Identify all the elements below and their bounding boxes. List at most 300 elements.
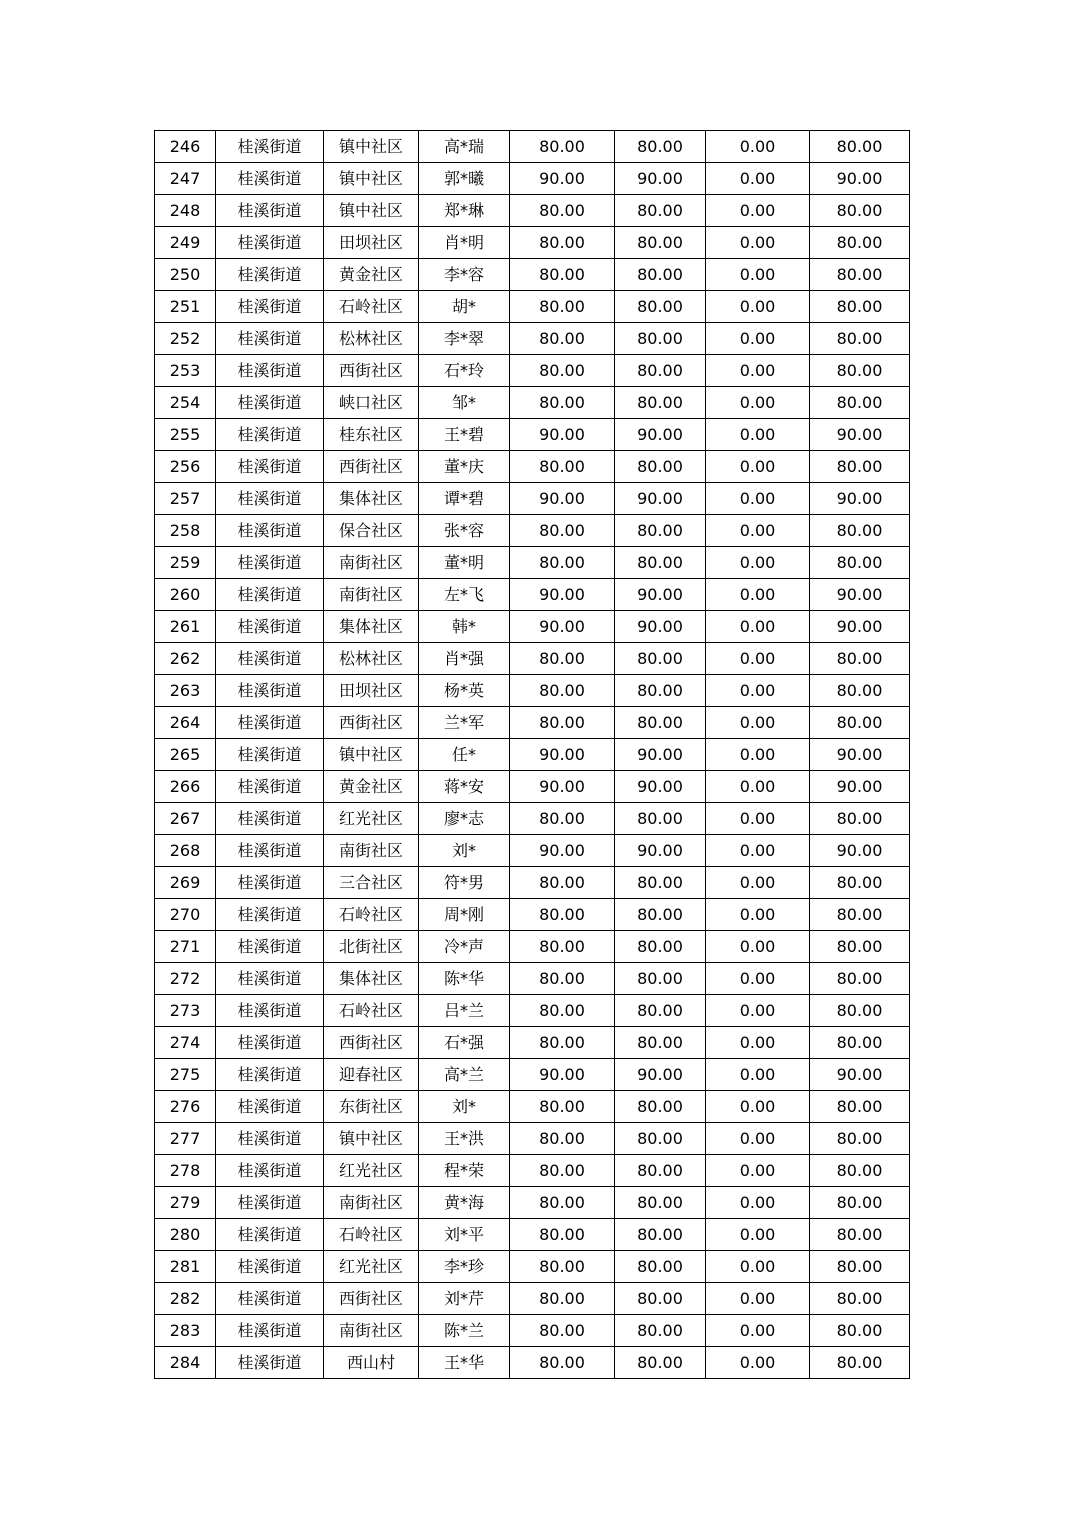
cell-amount-2: 80.00 [615, 1027, 706, 1059]
cell-name: 左*飞 [419, 579, 510, 611]
cell-amount-1: 80.00 [510, 259, 615, 291]
cell-amount-2: 80.00 [615, 963, 706, 995]
cell-amount-2: 80.00 [615, 1155, 706, 1187]
cell-community: 集体社区 [324, 611, 419, 643]
cell-serial-number: 259 [155, 547, 216, 579]
cell-serial-number: 270 [155, 899, 216, 931]
cell-amount-2: 80.00 [615, 1347, 706, 1379]
cell-amount-4: 80.00 [810, 931, 910, 963]
cell-name: 王*碧 [419, 419, 510, 451]
cell-amount-4: 90.00 [810, 483, 910, 515]
cell-amount-2: 80.00 [615, 387, 706, 419]
cell-name: 刘* [419, 1091, 510, 1123]
cell-amount-4: 90.00 [810, 1059, 910, 1091]
table-row [155, 163, 910, 195]
cell-name: 廖*志 [419, 803, 510, 835]
cell-amount-3: 0.00 [706, 1283, 810, 1315]
cell-amount-4: 80.00 [810, 1251, 910, 1283]
table-row [155, 611, 910, 643]
table-row [155, 515, 910, 547]
cell-serial-number: 260 [155, 579, 216, 611]
cell-amount-1: 80.00 [510, 387, 615, 419]
cell-street: 桂溪街道 [216, 227, 324, 259]
cell-amount-1: 90.00 [510, 163, 615, 195]
cell-serial-number: 283 [155, 1315, 216, 1347]
cell-community: 镇中社区 [324, 195, 419, 227]
cell-amount-3: 0.00 [706, 899, 810, 931]
cell-name: 李*珍 [419, 1251, 510, 1283]
cell-community: 南街社区 [324, 579, 419, 611]
cell-amount-2: 90.00 [615, 419, 706, 451]
cell-amount-3: 0.00 [706, 1315, 810, 1347]
cell-amount-3: 0.00 [706, 931, 810, 963]
cell-amount-3: 0.00 [706, 1027, 810, 1059]
cell-amount-3: 0.00 [706, 1123, 810, 1155]
cell-amount-2: 80.00 [615, 1123, 706, 1155]
cell-amount-1: 80.00 [510, 1155, 615, 1187]
cell-street: 桂溪街道 [216, 131, 324, 163]
table-row [155, 835, 910, 867]
cell-serial-number: 255 [155, 419, 216, 451]
cell-street: 桂溪街道 [216, 867, 324, 899]
cell-community: 迎春社区 [324, 1059, 419, 1091]
cell-amount-1: 80.00 [510, 1315, 615, 1347]
cell-serial-number: 280 [155, 1219, 216, 1251]
cell-amount-2: 80.00 [615, 995, 706, 1027]
cell-street: 桂溪街道 [216, 419, 324, 451]
cell-name: 谭*碧 [419, 483, 510, 515]
cell-name: 韩* [419, 611, 510, 643]
cell-name: 任* [419, 739, 510, 771]
cell-amount-2: 80.00 [615, 515, 706, 547]
cell-amount-3: 0.00 [706, 707, 810, 739]
cell-name: 冷*声 [419, 931, 510, 963]
cell-amount-3: 0.00 [706, 963, 810, 995]
cell-name: 高*兰 [419, 1059, 510, 1091]
cell-amount-3: 0.00 [706, 195, 810, 227]
cell-street: 桂溪街道 [216, 739, 324, 771]
cell-street: 桂溪街道 [216, 675, 324, 707]
cell-amount-4: 80.00 [810, 1027, 910, 1059]
cell-amount-1: 80.00 [510, 707, 615, 739]
cell-amount-1: 80.00 [510, 1347, 615, 1379]
cell-amount-1: 80.00 [510, 291, 615, 323]
cell-amount-2: 80.00 [615, 803, 706, 835]
cell-serial-number: 249 [155, 227, 216, 259]
table-body [155, 131, 910, 1379]
cell-street: 桂溪街道 [216, 899, 324, 931]
table-row [155, 131, 910, 163]
cell-amount-2: 80.00 [615, 451, 706, 483]
cell-name: 兰*军 [419, 707, 510, 739]
cell-serial-number: 267 [155, 803, 216, 835]
cell-amount-3: 0.00 [706, 355, 810, 387]
cell-amount-2: 90.00 [615, 1059, 706, 1091]
cell-street: 桂溪街道 [216, 1283, 324, 1315]
cell-street: 桂溪街道 [216, 771, 324, 803]
cell-name: 王*洪 [419, 1123, 510, 1155]
cell-amount-2: 80.00 [615, 227, 706, 259]
cell-amount-1: 80.00 [510, 675, 615, 707]
cell-serial-number: 275 [155, 1059, 216, 1091]
cell-amount-2: 80.00 [615, 1219, 706, 1251]
cell-amount-4: 80.00 [810, 1123, 910, 1155]
cell-amount-1: 90.00 [510, 739, 615, 771]
cell-serial-number: 263 [155, 675, 216, 707]
cell-amount-4: 80.00 [810, 963, 910, 995]
cell-street: 桂溪街道 [216, 707, 324, 739]
table-row [155, 1091, 910, 1123]
cell-amount-2: 80.00 [615, 899, 706, 931]
table-row [155, 355, 910, 387]
cell-community: 三合社区 [324, 867, 419, 899]
table-row [155, 1219, 910, 1251]
cell-amount-2: 80.00 [615, 1187, 706, 1219]
cell-name: 胡* [419, 291, 510, 323]
table-row [155, 931, 910, 963]
cell-amount-2: 80.00 [615, 131, 706, 163]
cell-amount-4: 80.00 [810, 355, 910, 387]
cell-community: 石岭社区 [324, 995, 419, 1027]
cell-community: 镇中社区 [324, 131, 419, 163]
table-row [155, 419, 910, 451]
cell-street: 桂溪街道 [216, 483, 324, 515]
cell-street: 桂溪街道 [216, 1123, 324, 1155]
cell-serial-number: 281 [155, 1251, 216, 1283]
cell-amount-4: 80.00 [810, 1219, 910, 1251]
cell-amount-4: 90.00 [810, 771, 910, 803]
cell-serial-number: 276 [155, 1091, 216, 1123]
cell-amount-4: 80.00 [810, 1155, 910, 1187]
cell-street: 桂溪街道 [216, 163, 324, 195]
cell-amount-2: 90.00 [615, 771, 706, 803]
cell-community: 南街社区 [324, 1315, 419, 1347]
cell-serial-number: 277 [155, 1123, 216, 1155]
table-row [155, 1251, 910, 1283]
table-row [155, 867, 910, 899]
cell-community: 南街社区 [324, 1187, 419, 1219]
cell-amount-4: 80.00 [810, 387, 910, 419]
cell-amount-2: 90.00 [615, 579, 706, 611]
cell-street: 桂溪街道 [216, 995, 324, 1027]
cell-serial-number: 247 [155, 163, 216, 195]
cell-amount-3: 0.00 [706, 1251, 810, 1283]
cell-community: 红光社区 [324, 1155, 419, 1187]
cell-street: 桂溪街道 [216, 1187, 324, 1219]
cell-serial-number: 264 [155, 707, 216, 739]
cell-street: 桂溪街道 [216, 291, 324, 323]
cell-amount-4: 90.00 [810, 419, 910, 451]
cell-amount-1: 80.00 [510, 1123, 615, 1155]
cell-community: 北街社区 [324, 931, 419, 963]
cell-amount-4: 80.00 [810, 1091, 910, 1123]
cell-amount-1: 80.00 [510, 867, 615, 899]
cell-name: 王*华 [419, 1347, 510, 1379]
cell-amount-3: 0.00 [706, 739, 810, 771]
cell-community: 保合社区 [324, 515, 419, 547]
cell-community: 石岭社区 [324, 1219, 419, 1251]
cell-community: 集体社区 [324, 483, 419, 515]
cell-name: 肖*强 [419, 643, 510, 675]
cell-serial-number: 252 [155, 323, 216, 355]
table-row [155, 451, 910, 483]
cell-serial-number: 282 [155, 1283, 216, 1315]
cell-amount-2: 80.00 [615, 355, 706, 387]
table-row [155, 1027, 910, 1059]
cell-amount-2: 90.00 [615, 483, 706, 515]
cell-amount-1: 80.00 [510, 355, 615, 387]
cell-amount-4: 80.00 [810, 259, 910, 291]
cell-amount-1: 80.00 [510, 1251, 615, 1283]
cell-community: 集体社区 [324, 963, 419, 995]
cell-serial-number: 254 [155, 387, 216, 419]
table-row [155, 323, 910, 355]
cell-community: 田坝社区 [324, 675, 419, 707]
cell-serial-number: 248 [155, 195, 216, 227]
cell-amount-4: 80.00 [810, 995, 910, 1027]
cell-amount-2: 90.00 [615, 835, 706, 867]
cell-amount-3: 0.00 [706, 643, 810, 675]
cell-amount-1: 80.00 [510, 131, 615, 163]
cell-amount-2: 80.00 [615, 675, 706, 707]
cell-amount-3: 0.00 [706, 515, 810, 547]
cell-amount-2: 90.00 [615, 163, 706, 195]
cell-community: 西街社区 [324, 355, 419, 387]
cell-amount-3: 0.00 [706, 1059, 810, 1091]
cell-name: 肖*明 [419, 227, 510, 259]
cell-community: 西街社区 [324, 1283, 419, 1315]
cell-amount-4: 80.00 [810, 707, 910, 739]
cell-serial-number: 272 [155, 963, 216, 995]
cell-amount-1: 80.00 [510, 1187, 615, 1219]
table-row [155, 1059, 910, 1091]
cell-amount-2: 80.00 [615, 195, 706, 227]
cell-community: 黄金社区 [324, 259, 419, 291]
cell-amount-3: 0.00 [706, 483, 810, 515]
table-row [155, 771, 910, 803]
table-row [155, 291, 910, 323]
cell-community: 石岭社区 [324, 899, 419, 931]
cell-amount-2: 80.00 [615, 547, 706, 579]
cell-street: 桂溪街道 [216, 195, 324, 227]
cell-serial-number: 256 [155, 451, 216, 483]
cell-amount-1: 80.00 [510, 227, 615, 259]
cell-name: 李*翠 [419, 323, 510, 355]
cell-amount-1: 80.00 [510, 963, 615, 995]
cell-amount-4: 80.00 [810, 515, 910, 547]
cell-street: 桂溪街道 [216, 323, 324, 355]
cell-amount-2: 80.00 [615, 291, 706, 323]
cell-street: 桂溪街道 [216, 611, 324, 643]
cell-amount-2: 80.00 [615, 643, 706, 675]
cell-amount-3: 0.00 [706, 803, 810, 835]
cell-street: 桂溪街道 [216, 1251, 324, 1283]
cell-street: 桂溪街道 [216, 515, 324, 547]
table-row [155, 899, 910, 931]
cell-serial-number: 279 [155, 1187, 216, 1219]
cell-amount-4: 80.00 [810, 675, 910, 707]
cell-amount-3: 0.00 [706, 323, 810, 355]
cell-amount-4: 80.00 [810, 867, 910, 899]
cell-amount-1: 80.00 [510, 931, 615, 963]
cell-amount-3: 0.00 [706, 1155, 810, 1187]
table-row [155, 387, 910, 419]
cell-street: 桂溪街道 [216, 1219, 324, 1251]
table-row [155, 483, 910, 515]
cell-amount-4: 80.00 [810, 131, 910, 163]
table-row [155, 547, 910, 579]
cell-amount-1: 80.00 [510, 515, 615, 547]
cell-serial-number: 266 [155, 771, 216, 803]
cell-name: 蒋*安 [419, 771, 510, 803]
cell-amount-4: 90.00 [810, 611, 910, 643]
cell-amount-4: 90.00 [810, 739, 910, 771]
cell-street: 桂溪街道 [216, 1315, 324, 1347]
cell-amount-3: 0.00 [706, 611, 810, 643]
cell-amount-1: 80.00 [510, 1219, 615, 1251]
cell-name: 刘* [419, 835, 510, 867]
cell-amount-3: 0.00 [706, 1091, 810, 1123]
cell-amount-1: 80.00 [510, 195, 615, 227]
cell-amount-4: 80.00 [810, 643, 910, 675]
cell-community: 南街社区 [324, 835, 419, 867]
cell-street: 桂溪街道 [216, 547, 324, 579]
cell-amount-1: 80.00 [510, 1091, 615, 1123]
table-row [155, 707, 910, 739]
cell-name: 程*荣 [419, 1155, 510, 1187]
cell-name: 陈*兰 [419, 1315, 510, 1347]
cell-street: 桂溪街道 [216, 1347, 324, 1379]
cell-name: 高*瑞 [419, 131, 510, 163]
cell-serial-number: 271 [155, 931, 216, 963]
table-row [155, 1347, 910, 1379]
cell-name: 石*玲 [419, 355, 510, 387]
cell-name: 刘*平 [419, 1219, 510, 1251]
cell-street: 桂溪街道 [216, 579, 324, 611]
cell-amount-4: 90.00 [810, 579, 910, 611]
cell-street: 桂溪街道 [216, 355, 324, 387]
cell-serial-number: 257 [155, 483, 216, 515]
cell-amount-2: 80.00 [615, 707, 706, 739]
cell-amount-2: 80.00 [615, 1091, 706, 1123]
cell-amount-3: 0.00 [706, 995, 810, 1027]
cell-community: 东街社区 [324, 1091, 419, 1123]
table-row [155, 1187, 910, 1219]
cell-amount-3: 0.00 [706, 259, 810, 291]
cell-amount-3: 0.00 [706, 867, 810, 899]
cell-amount-4: 80.00 [810, 1187, 910, 1219]
cell-name: 郑*琳 [419, 195, 510, 227]
table-row [155, 739, 910, 771]
cell-street: 桂溪街道 [216, 835, 324, 867]
cell-amount-4: 80.00 [810, 547, 910, 579]
table-row [155, 259, 910, 291]
cell-street: 桂溪街道 [216, 931, 324, 963]
cell-amount-3: 0.00 [706, 771, 810, 803]
cell-amount-1: 90.00 [510, 771, 615, 803]
cell-amount-1: 90.00 [510, 1059, 615, 1091]
cell-serial-number: 261 [155, 611, 216, 643]
cell-community: 红光社区 [324, 803, 419, 835]
cell-amount-3: 0.00 [706, 163, 810, 195]
table-row [155, 1315, 910, 1347]
cell-amount-1: 80.00 [510, 803, 615, 835]
cell-amount-4: 80.00 [810, 323, 910, 355]
cell-serial-number: 273 [155, 995, 216, 1027]
cell-street: 桂溪街道 [216, 643, 324, 675]
cell-community: 松林社区 [324, 323, 419, 355]
cell-community: 西山村 [324, 1347, 419, 1379]
cell-amount-4: 80.00 [810, 195, 910, 227]
cell-community: 黄金社区 [324, 771, 419, 803]
table-row [155, 1283, 910, 1315]
cell-community: 松林社区 [324, 643, 419, 675]
table-row [155, 803, 910, 835]
cell-community: 西街社区 [324, 707, 419, 739]
cell-name: 石*强 [419, 1027, 510, 1059]
cell-amount-4: 80.00 [810, 1347, 910, 1379]
cell-amount-1: 80.00 [510, 995, 615, 1027]
cell-name: 陈*华 [419, 963, 510, 995]
cell-community: 镇中社区 [324, 739, 419, 771]
cell-community: 桂东社区 [324, 419, 419, 451]
table-row [155, 1155, 910, 1187]
table-row [155, 675, 910, 707]
cell-amount-3: 0.00 [706, 1347, 810, 1379]
cell-amount-2: 90.00 [615, 611, 706, 643]
cell-amount-3: 0.00 [706, 675, 810, 707]
cell-community: 石岭社区 [324, 291, 419, 323]
cell-amount-1: 90.00 [510, 835, 615, 867]
table-row [155, 963, 910, 995]
cell-name: 张*容 [419, 515, 510, 547]
cell-serial-number: 284 [155, 1347, 216, 1379]
cell-serial-number: 251 [155, 291, 216, 323]
cell-street: 桂溪街道 [216, 963, 324, 995]
cell-amount-1: 80.00 [510, 547, 615, 579]
cell-street: 桂溪街道 [216, 1059, 324, 1091]
cell-amount-1: 80.00 [510, 899, 615, 931]
cell-name: 黄*海 [419, 1187, 510, 1219]
cell-amount-4: 80.00 [810, 227, 910, 259]
cell-street: 桂溪街道 [216, 387, 324, 419]
cell-amount-3: 0.00 [706, 131, 810, 163]
cell-amount-1: 80.00 [510, 323, 615, 355]
cell-amount-3: 0.00 [706, 547, 810, 579]
cell-amount-1: 80.00 [510, 1027, 615, 1059]
cell-amount-3: 0.00 [706, 291, 810, 323]
cell-amount-1: 90.00 [510, 419, 615, 451]
table-row [155, 1123, 910, 1155]
cell-community: 田坝社区 [324, 227, 419, 259]
cell-name: 杨*英 [419, 675, 510, 707]
cell-amount-4: 80.00 [810, 1283, 910, 1315]
cell-serial-number: 268 [155, 835, 216, 867]
cell-name: 郭*曦 [419, 163, 510, 195]
cell-street: 桂溪街道 [216, 1027, 324, 1059]
cell-amount-4: 80.00 [810, 291, 910, 323]
cell-name: 邹* [419, 387, 510, 419]
cell-amount-3: 0.00 [706, 387, 810, 419]
cell-amount-2: 80.00 [615, 931, 706, 963]
cell-street: 桂溪街道 [216, 1091, 324, 1123]
cell-amount-3: 0.00 [706, 1219, 810, 1251]
cell-serial-number: 253 [155, 355, 216, 387]
cell-amount-2: 80.00 [615, 1251, 706, 1283]
table-row [155, 227, 910, 259]
cell-amount-4: 80.00 [810, 899, 910, 931]
cell-street: 桂溪街道 [216, 451, 324, 483]
